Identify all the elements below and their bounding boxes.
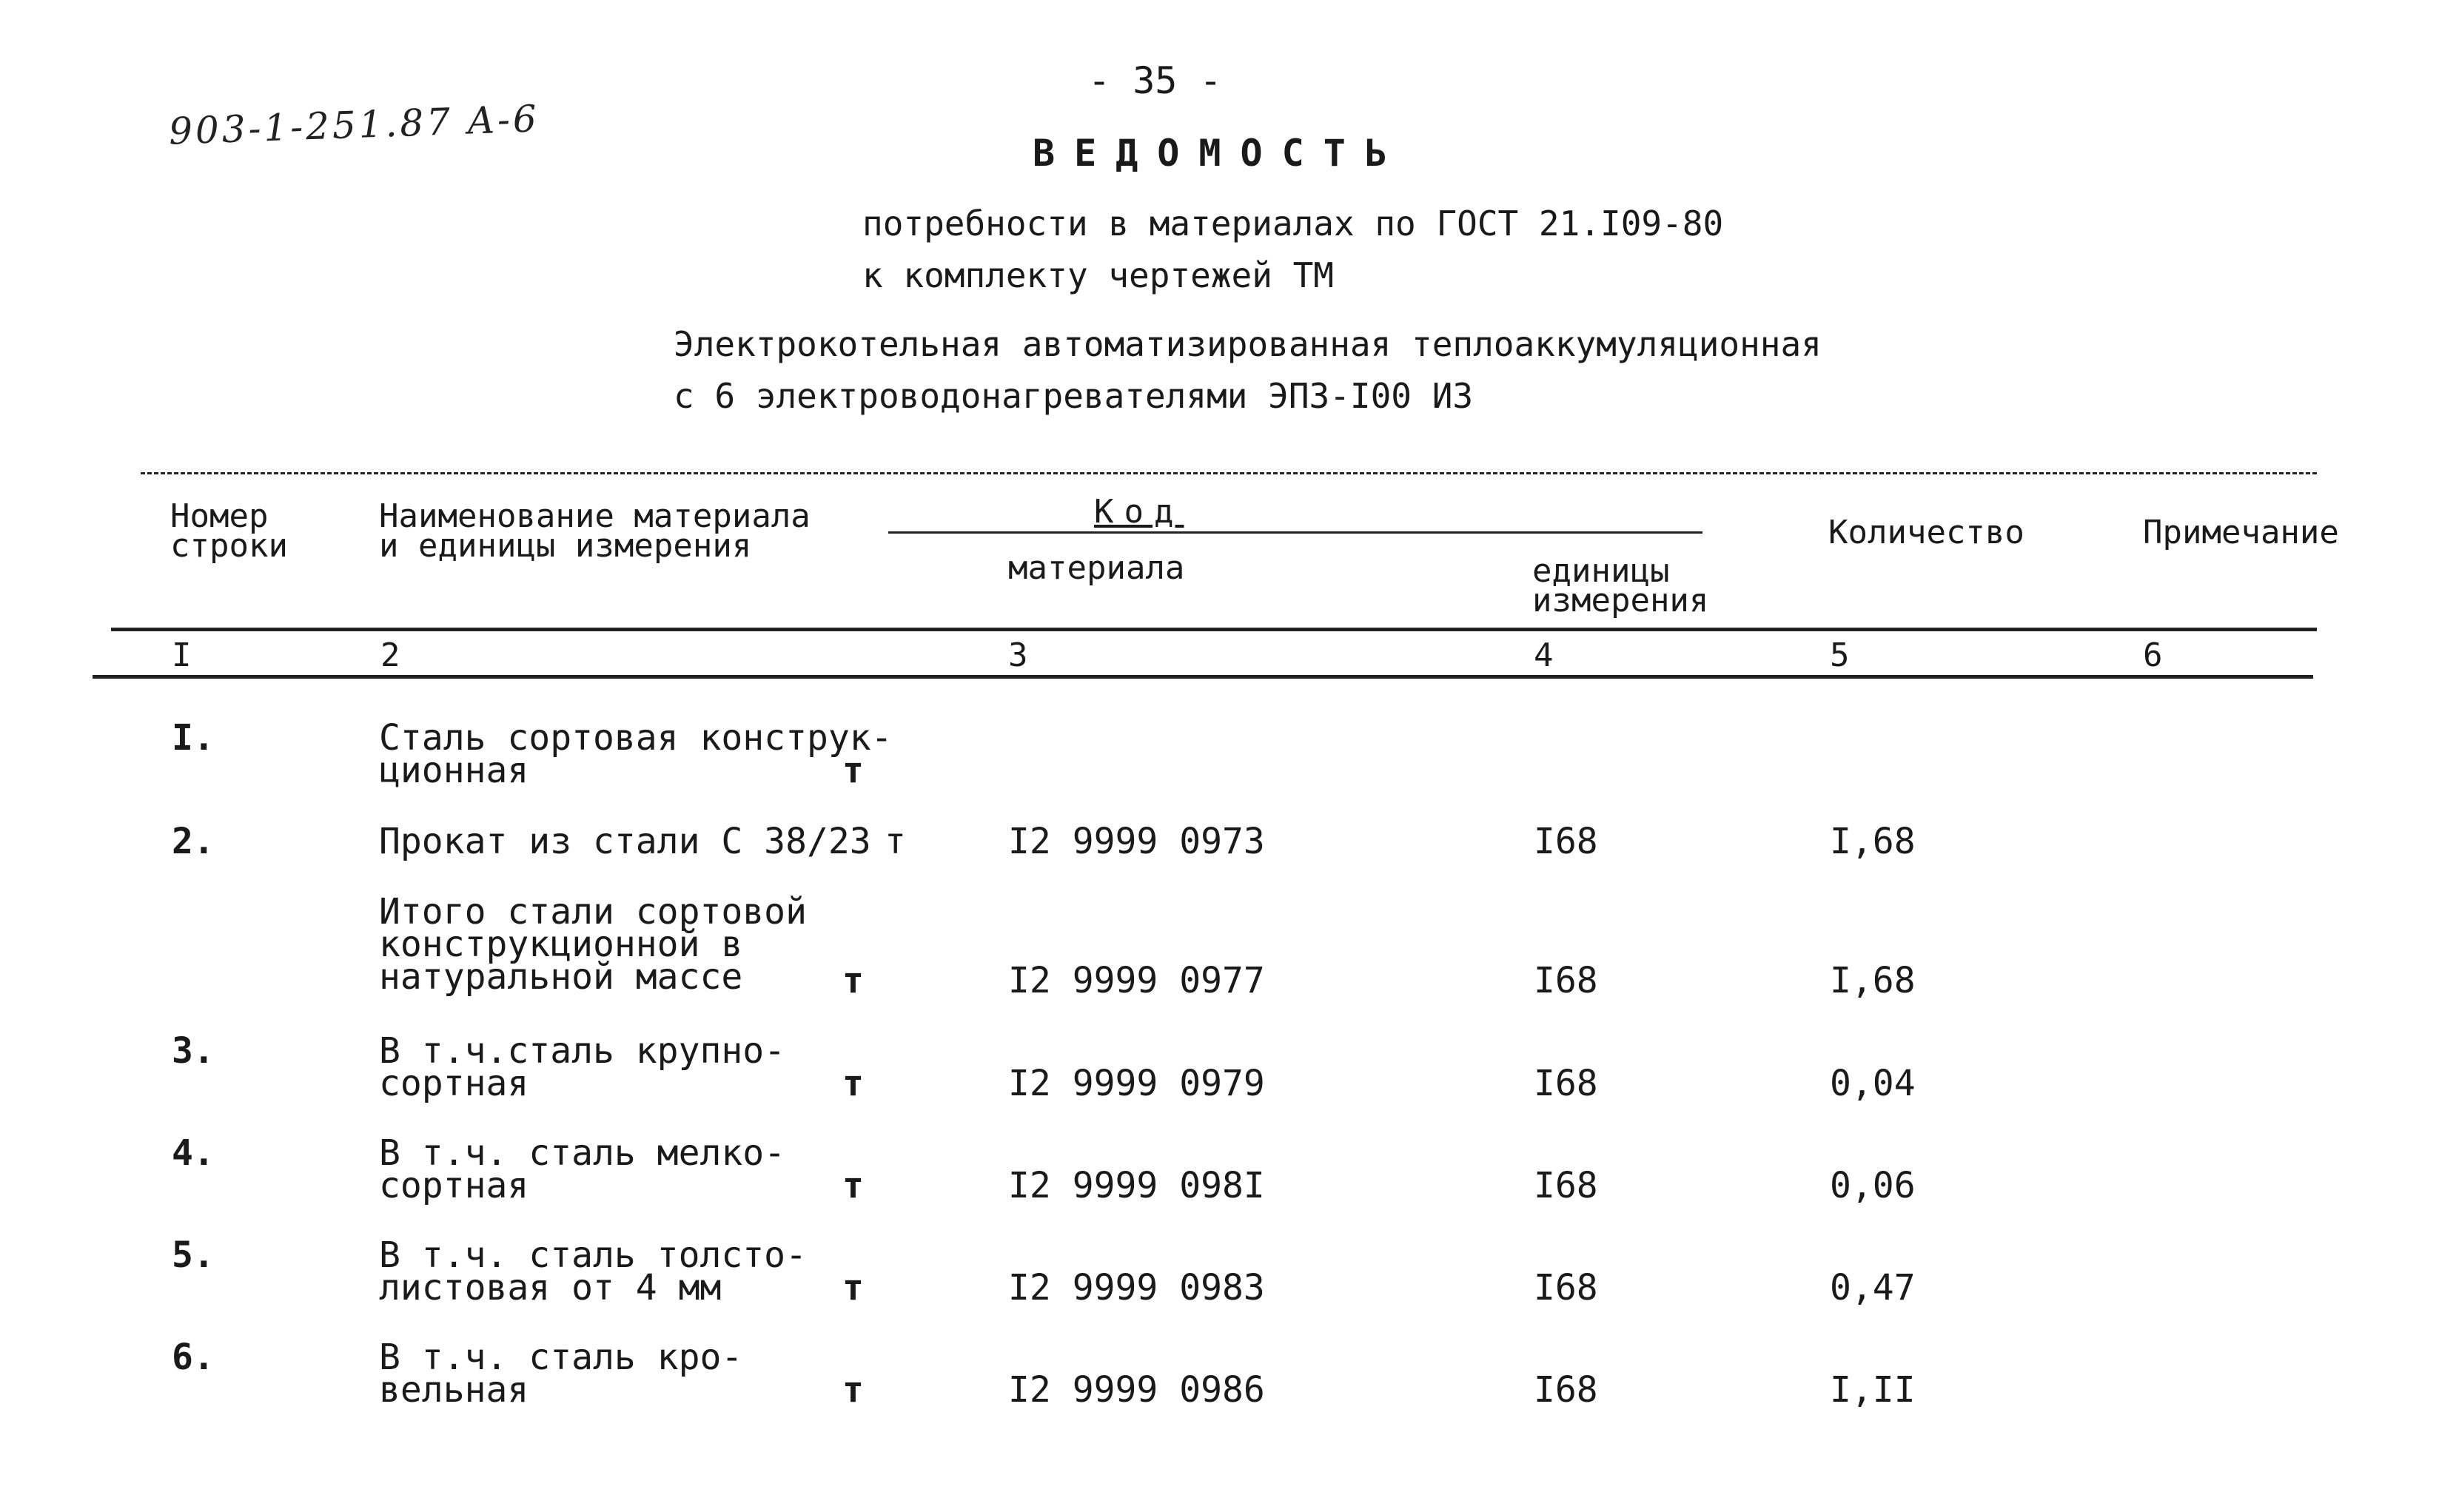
subtitle-line-1: потребности в материалах по ГОСТ 21.I09-80 (862, 204, 1724, 243)
row-3-number: 3. (172, 1030, 215, 1072)
row-5-number: 5. (172, 1234, 215, 1276)
row-5-unit-code: I68 (1534, 1267, 1598, 1308)
row-6-quantity: I,II (1830, 1369, 1916, 1411)
row-1-number: I. (172, 717, 215, 759)
col-number-1: I (172, 636, 192, 674)
col-number-4: 4 (1534, 636, 1554, 674)
row-3-unit-code: I68 (1534, 1063, 1598, 1104)
subtotal-unit: т (842, 960, 864, 1001)
row-4-quantity: 0,06 (1830, 1165, 1916, 1206)
row-3-name: В т.ч.сталь крупно- сортная (379, 1030, 786, 1104)
col-number-3: 3 (1008, 636, 1028, 674)
row-4-unit: т (842, 1165, 864, 1206)
table-top-rule (141, 472, 2317, 474)
row-2-name: Прокат из стали С 38/23 (379, 821, 871, 862)
col-header-note: Примечание (2143, 514, 2339, 551)
document-stamp: 903-1-251.87 A-6 (168, 97, 540, 153)
col-header-name: Наименование материала и единицы измерения (379, 497, 811, 565)
col-header-material-code: материала (1008, 549, 1185, 587)
subtotal-material-code: I2 9999 0977 (1008, 960, 1265, 1001)
page-number: - 35 - (1088, 59, 1222, 102)
object-line-1: Электрокотельная автоматизированная теплоаккумуляционная (674, 324, 1822, 364)
col-header-unit-code: единицы измерения (1532, 552, 1709, 619)
row-2-unit-code: I68 (1534, 821, 1598, 862)
subtotal-quantity: I,68 (1830, 960, 1916, 1001)
row-5-material-code: I2 9999 0983 (1008, 1267, 1265, 1308)
col-header-quantity: Количество (1828, 514, 2024, 551)
row-4-unit-code: I68 (1534, 1165, 1598, 1206)
subtotal-unit-code: I68 (1534, 960, 1598, 1001)
row-6-unit: т (842, 1369, 864, 1411)
row-2-material-code: I2 9999 0973 (1008, 821, 1265, 862)
col-number-5: 5 (1830, 636, 1850, 674)
row-6-name: В т.ч. сталь кро- вельная (379, 1337, 743, 1411)
col-header-code-group: Код (1094, 493, 1184, 531)
row-4-number: 4. (172, 1132, 215, 1174)
row-5-unit: т (842, 1267, 864, 1308)
row-6-number: 6. (172, 1337, 215, 1378)
col-number-2: 2 (380, 636, 400, 674)
document-title: ВЕДОМОСТЬ (1033, 132, 1406, 175)
object-line-2: с 6 электроводонагревателями ЭПЗ-I00 ИЗ (674, 376, 1474, 416)
row-5-name: В т.ч. сталь толсто- листовая от 4 мм (379, 1234, 807, 1308)
col-header-row-no: Номер строки (170, 497, 288, 565)
column-numbers-rule (93, 675, 2313, 679)
row-2-number: 2. (172, 821, 215, 862)
row-6-material-code: I2 9999 0986 (1008, 1369, 1265, 1411)
col-number-6: 6 (2143, 636, 2163, 674)
row-1-name: Сталь сортовая конструк- ционная (379, 717, 893, 791)
row-2-quantity: I,68 (1830, 821, 1916, 862)
code-group-rule (888, 531, 1702, 534)
row-3-unit: т (842, 1063, 864, 1104)
header-bottom-rule (111, 628, 2317, 631)
row-5-quantity: 0,47 (1830, 1267, 1916, 1308)
subtitle-line-2: к комплекту чертежей ТМ (862, 255, 1334, 295)
row-3-quantity: 0,04 (1830, 1063, 1916, 1104)
row-6-unit-code: I68 (1534, 1369, 1598, 1411)
row-3-material-code: I2 9999 0979 (1008, 1063, 1265, 1104)
row-1-unit: т (842, 750, 864, 791)
subtotal-name: Итого стали сортовой конструкционной в натуральной массе (379, 891, 807, 998)
row-4-name: В т.ч. сталь мелко- сортная (379, 1132, 786, 1206)
row-4-material-code: I2 9999 098I (1008, 1165, 1265, 1206)
row-2-unit: т (885, 821, 906, 862)
